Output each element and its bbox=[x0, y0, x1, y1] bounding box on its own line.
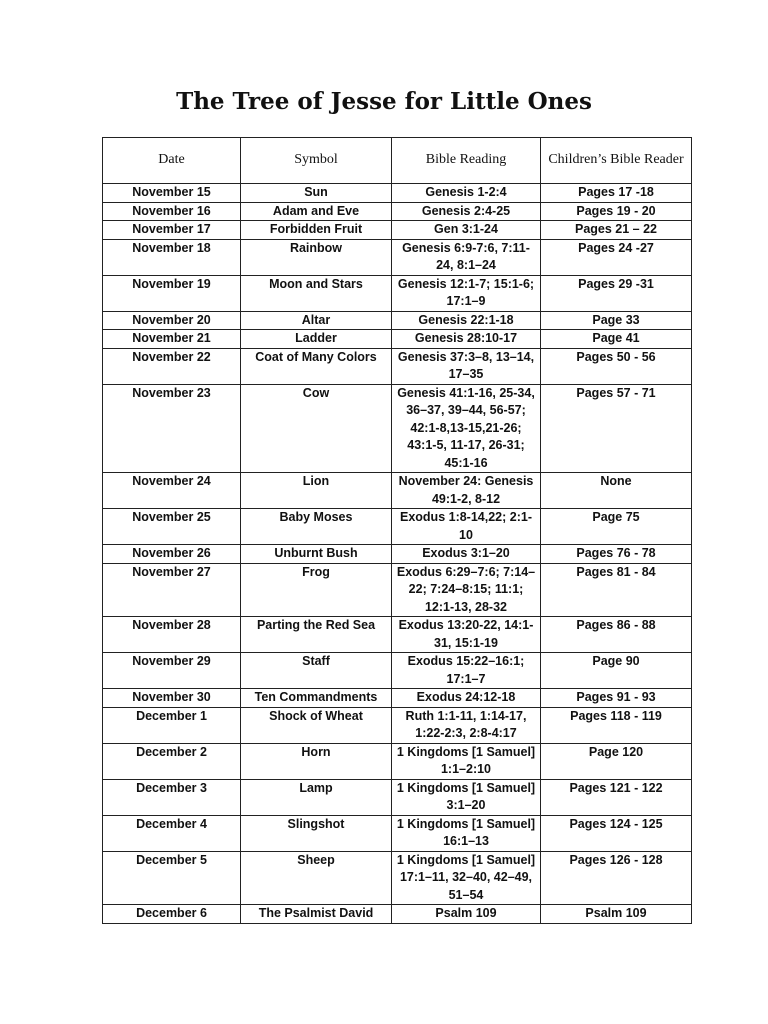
date-cell: November 20 bbox=[103, 311, 241, 330]
bible-reading-cell: Exodus 3:1–20 bbox=[392, 545, 541, 564]
bible-reading-cell: Exodus 1:8-14,22; 2:1-10 bbox=[392, 509, 541, 545]
symbol-cell: Baby Moses bbox=[241, 509, 392, 545]
symbol-cell: Sheep bbox=[241, 851, 392, 905]
table-row bbox=[103, 617, 692, 653]
reader-pages-cell: Page 120 bbox=[541, 743, 692, 779]
table-row bbox=[103, 815, 692, 851]
date-cell: November 28 bbox=[103, 617, 241, 653]
symbol-cell: Sun bbox=[241, 184, 392, 203]
reader-pages-cell: Pages 121 - 122 bbox=[541, 779, 692, 815]
table-row bbox=[103, 743, 692, 779]
bible-reading-cell: Genesis 37:3–8, 13–14, 17–35 bbox=[392, 348, 541, 384]
symbol-cell: Unburnt Bush bbox=[241, 545, 392, 564]
reader-pages-cell: Pages 19 - 20 bbox=[541, 202, 692, 221]
table-row bbox=[103, 202, 692, 221]
symbol-cell: Shock of Wheat bbox=[241, 707, 392, 743]
table-row bbox=[103, 330, 692, 349]
bible-reading-cell: Genesis 6:9-7:6, 7:11-24, 8:1–24 bbox=[392, 239, 541, 275]
symbol-cell: Rainbow bbox=[241, 239, 392, 275]
table-row bbox=[103, 851, 692, 905]
header-date: Date bbox=[103, 138, 241, 184]
date-cell: November 15 bbox=[103, 184, 241, 203]
reader-pages-cell: Page 33 bbox=[541, 311, 692, 330]
symbol-cell: The Psalmist David bbox=[241, 905, 392, 924]
symbol-cell: Parting the Red Sea bbox=[241, 617, 392, 653]
reader-pages-cell: Pages 76 - 78 bbox=[541, 545, 692, 564]
symbol-cell: Altar bbox=[241, 311, 392, 330]
jesse-tree-table bbox=[102, 137, 692, 924]
table-row bbox=[103, 311, 692, 330]
table-row bbox=[103, 779, 692, 815]
reader-pages-cell: Pages 29 -31 bbox=[541, 275, 692, 311]
bible-reading-cell: Exodus 15:22–16:1; 17:1–7 bbox=[392, 653, 541, 689]
date-cell: November 27 bbox=[103, 563, 241, 617]
table-row bbox=[103, 239, 692, 275]
reader-pages-cell: Pages 57 - 71 bbox=[541, 384, 692, 473]
document-title: The Tree of Jesse for Little Ones bbox=[176, 88, 592, 115]
date-cell: November 22 bbox=[103, 348, 241, 384]
reader-pages-cell: Pages 126 - 128 bbox=[541, 851, 692, 905]
header-symbol: Symbol bbox=[241, 138, 392, 184]
table-row bbox=[103, 707, 692, 743]
date-cell: December 4 bbox=[103, 815, 241, 851]
symbol-cell: Lamp bbox=[241, 779, 392, 815]
header-childrens-bible-reader: Children’s Bible Reader bbox=[541, 138, 692, 184]
reader-pages-cell: Page 90 bbox=[541, 653, 692, 689]
table-row bbox=[103, 509, 692, 545]
date-cell: November 26 bbox=[103, 545, 241, 564]
date-cell: December 1 bbox=[103, 707, 241, 743]
symbol-cell: Horn bbox=[241, 743, 392, 779]
symbol-cell: Frog bbox=[241, 563, 392, 617]
date-cell: December 3 bbox=[103, 779, 241, 815]
bible-reading-cell: 1 Kingdoms [1 Samuel] 17:1–11, 32–40, 42–49, 51–54 bbox=[392, 851, 541, 905]
reader-pages-cell: Pages 81 - 84 bbox=[541, 563, 692, 617]
date-cell: November 24 bbox=[103, 473, 241, 509]
symbol-cell: Slingshot bbox=[241, 815, 392, 851]
header-bible-reading: Bible Reading bbox=[392, 138, 541, 184]
reader-pages-cell: Pages 24 -27 bbox=[541, 239, 692, 275]
table-body bbox=[103, 184, 692, 924]
bible-reading-cell: Exodus 24:12-18 bbox=[392, 689, 541, 708]
reader-pages-cell: Pages 124 - 125 bbox=[541, 815, 692, 851]
reader-pages-cell: Pages 91 - 93 bbox=[541, 689, 692, 708]
bible-reading-cell: Genesis 2:4-25 bbox=[392, 202, 541, 221]
bible-reading-cell: Exodus 6:29–7:6; 7:14–22; 7:24–8:15; 11:1; 12:1-13, 28-32 bbox=[392, 563, 541, 617]
date-cell: November 25 bbox=[103, 509, 241, 545]
reader-pages-cell: Psalm 109 bbox=[541, 905, 692, 924]
bible-reading-cell: 1 Kingdoms [1 Samuel] 1:1–2:10 bbox=[392, 743, 541, 779]
bible-reading-cell: Exodus 13:20-22, 14:1-31, 15:1-19 bbox=[392, 617, 541, 653]
bible-reading-cell: Genesis 1-2:4 bbox=[392, 184, 541, 203]
symbol-cell: Ladder bbox=[241, 330, 392, 349]
date-cell: November 21 bbox=[103, 330, 241, 349]
table-row bbox=[103, 545, 692, 564]
date-cell: November 29 bbox=[103, 653, 241, 689]
date-cell: December 5 bbox=[103, 851, 241, 905]
reader-pages-cell: Pages 50 - 56 bbox=[541, 348, 692, 384]
table-row bbox=[103, 905, 692, 924]
date-cell: December 2 bbox=[103, 743, 241, 779]
table-header bbox=[103, 138, 692, 184]
table-row bbox=[103, 689, 692, 708]
header-row bbox=[103, 138, 692, 184]
reader-pages-cell: Pages 86 - 88 bbox=[541, 617, 692, 653]
symbol-cell: Forbidden Fruit bbox=[241, 221, 392, 240]
date-cell: November 18 bbox=[103, 239, 241, 275]
symbol-cell: Staff bbox=[241, 653, 392, 689]
bible-reading-cell: Genesis 41:1-16, 25-34, 36–37, 39–44, 56-57; 42:1-8,13-15,21-26; 43:1-5, 11-17, 26-31; 45:1-16 bbox=[392, 384, 541, 473]
reader-pages-cell: Page 41 bbox=[541, 330, 692, 349]
bible-reading-cell: Psalm 109 bbox=[392, 905, 541, 924]
date-cell: November 23 bbox=[103, 384, 241, 473]
date-cell: November 19 bbox=[103, 275, 241, 311]
bible-reading-cell: Gen 3:1-24 bbox=[392, 221, 541, 240]
reader-pages-cell: None bbox=[541, 473, 692, 509]
symbol-cell: Cow bbox=[241, 384, 392, 473]
symbol-cell: Coat of Many Colors bbox=[241, 348, 392, 384]
symbol-cell: Lion bbox=[241, 473, 392, 509]
date-cell: December 6 bbox=[103, 905, 241, 924]
reader-pages-cell: Page 75 bbox=[541, 509, 692, 545]
date-cell: November 17 bbox=[103, 221, 241, 240]
bible-reading-cell: Genesis 28:10-17 bbox=[392, 330, 541, 349]
symbol-cell: Adam and Eve bbox=[241, 202, 392, 221]
bible-reading-cell: November 24: Genesis 49:1-2, 8-12 bbox=[392, 473, 541, 509]
bible-reading-cell: Ruth 1:1-11, 1:14-17, 1:22-2:3, 2:8-4:17 bbox=[392, 707, 541, 743]
reader-pages-cell: Pages 17 -18 bbox=[541, 184, 692, 203]
table-row bbox=[103, 184, 692, 203]
date-cell: November 30 bbox=[103, 689, 241, 708]
table-row bbox=[103, 384, 692, 473]
bible-reading-cell: Genesis 22:1-18 bbox=[392, 311, 541, 330]
symbol-cell: Moon and Stars bbox=[241, 275, 392, 311]
reader-pages-cell: Pages 118 - 119 bbox=[541, 707, 692, 743]
table-row bbox=[103, 275, 692, 311]
table-row bbox=[103, 473, 692, 509]
reader-pages-cell: Pages 21 – 22 bbox=[541, 221, 692, 240]
table-row bbox=[103, 348, 692, 384]
bible-reading-cell: 1 Kingdoms [1 Samuel] 3:1–20 bbox=[392, 779, 541, 815]
bible-reading-cell: Genesis 12:1-7; 15:1-6; 17:1–9 bbox=[392, 275, 541, 311]
table-row bbox=[103, 563, 692, 617]
symbol-cell: Ten Commandments bbox=[241, 689, 392, 708]
table-row bbox=[103, 221, 692, 240]
date-cell: November 16 bbox=[103, 202, 241, 221]
table-row bbox=[103, 653, 692, 689]
bible-reading-cell: 1 Kingdoms [1 Samuel] 16:1–13 bbox=[392, 815, 541, 851]
